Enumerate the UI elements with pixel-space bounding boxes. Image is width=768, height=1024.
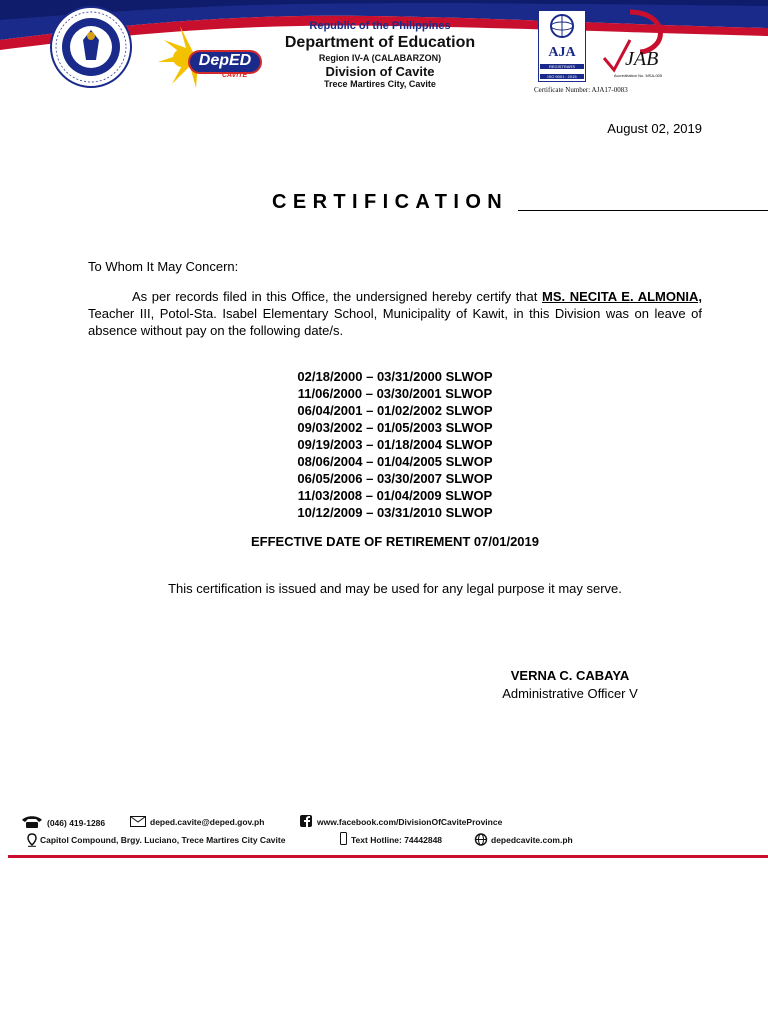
leave-dates-list	[240, 368, 550, 521]
para-details: Teacher III, Potol-Sta. Isabel Elementary School, Municipality of Kawit, in this Division was on leave of absence without pay on the following date/s.	[88, 306, 702, 338]
aja-logo-text: AJA	[548, 45, 576, 60]
location-pin-icon	[27, 833, 37, 847]
leave-date-entry: 09/03/2002 – 01/05/2003 SLWOP	[297, 420, 493, 435]
footer-facebook: www.facebook.com/DivisionOfCaviteProvince	[317, 817, 503, 827]
issuance-statement: This certification is issued and may be used for any legal purpose it may serve.	[168, 581, 622, 596]
leave-date-entry: 11/06/2000 – 03/30/2001 SLWOP	[297, 386, 493, 401]
deped-logo-text: DepED	[198, 52, 252, 69]
footer-email: deped.cavite@deped.gov.ph	[150, 817, 265, 827]
header-region: Region IV-A (CALABARZON)	[318, 53, 442, 63]
globe-icon	[474, 833, 488, 846]
leave-date-entry: 09/19/2003 – 01/18/2004 SLWOP	[297, 437, 493, 452]
header-city: Trece Martires City, Cavite	[324, 79, 436, 89]
retirement-date: EFFECTIVE DATE OF RETIREMENT 07/01/2019	[251, 534, 539, 549]
aja-registrars-text: REGISTRARS	[540, 64, 584, 69]
employee-name: MS. NECITA E. ALMONIA,	[542, 289, 702, 304]
certificate-number: Certificate Number: AJA17-0083	[534, 86, 628, 94]
aja-iso-text: ISO 9001 : 2015	[540, 74, 584, 79]
leave-date-entry: 02/18/2000 – 03/31/2000 SLWOP	[297, 369, 493, 384]
document-title: CERTIFICATION	[272, 191, 509, 213]
email-icon	[130, 816, 146, 827]
phone-icon	[20, 815, 44, 829]
leave-date-entry: 08/06/2004 – 01/04/2005 SLWOP	[297, 454, 493, 469]
leave-date-entry: 06/05/2006 – 03/30/2007 SLWOP	[297, 471, 493, 486]
footer-phone: (046) 419-1286	[47, 818, 106, 828]
title-underline	[518, 210, 768, 211]
footer-website: depedcavite.com.ph	[491, 835, 573, 845]
footer-hotline: Text Hotline: 74442848	[351, 835, 443, 845]
jab-accreditation-text: Accreditation No. MSA-005	[613, 73, 663, 78]
para-intro: As per records filed in this Office, the undersigned hereby certify that	[132, 289, 542, 304]
footer-divider	[8, 855, 768, 858]
mobile-phone-icon	[340, 832, 347, 845]
signatory-title: Administrative Officer V	[502, 686, 638, 701]
header-department: Department of Education	[284, 34, 476, 51]
leave-date-entry: 10/12/2009 – 03/31/2010 SLWOP	[297, 505, 493, 520]
header-division: Division of Cavite	[325, 64, 435, 79]
leave-date-entry: 11/03/2008 – 01/04/2009 SLWOP	[297, 488, 493, 503]
jab-logo-text: JAB	[625, 48, 659, 70]
footer-address: Capitol Compound, Brgy. Luciano, Trece Martires City Cavite	[40, 835, 286, 845]
leave-date-entry: 06/04/2001 – 01/02/2002 SLWOP	[297, 403, 493, 418]
facebook-icon	[300, 815, 312, 827]
deped-logo-subtext: CAVITE	[222, 72, 248, 79]
letter-date: August 02, 2019	[607, 121, 702, 136]
body-paragraph	[88, 288, 702, 339]
header-republic: Republic of the Philippines	[309, 20, 451, 32]
deped-seal-logo	[50, 6, 132, 88]
salutation: To Whom It May Concern:	[88, 259, 239, 274]
signatory-name: VERNA C. CABAYA	[510, 668, 630, 683]
